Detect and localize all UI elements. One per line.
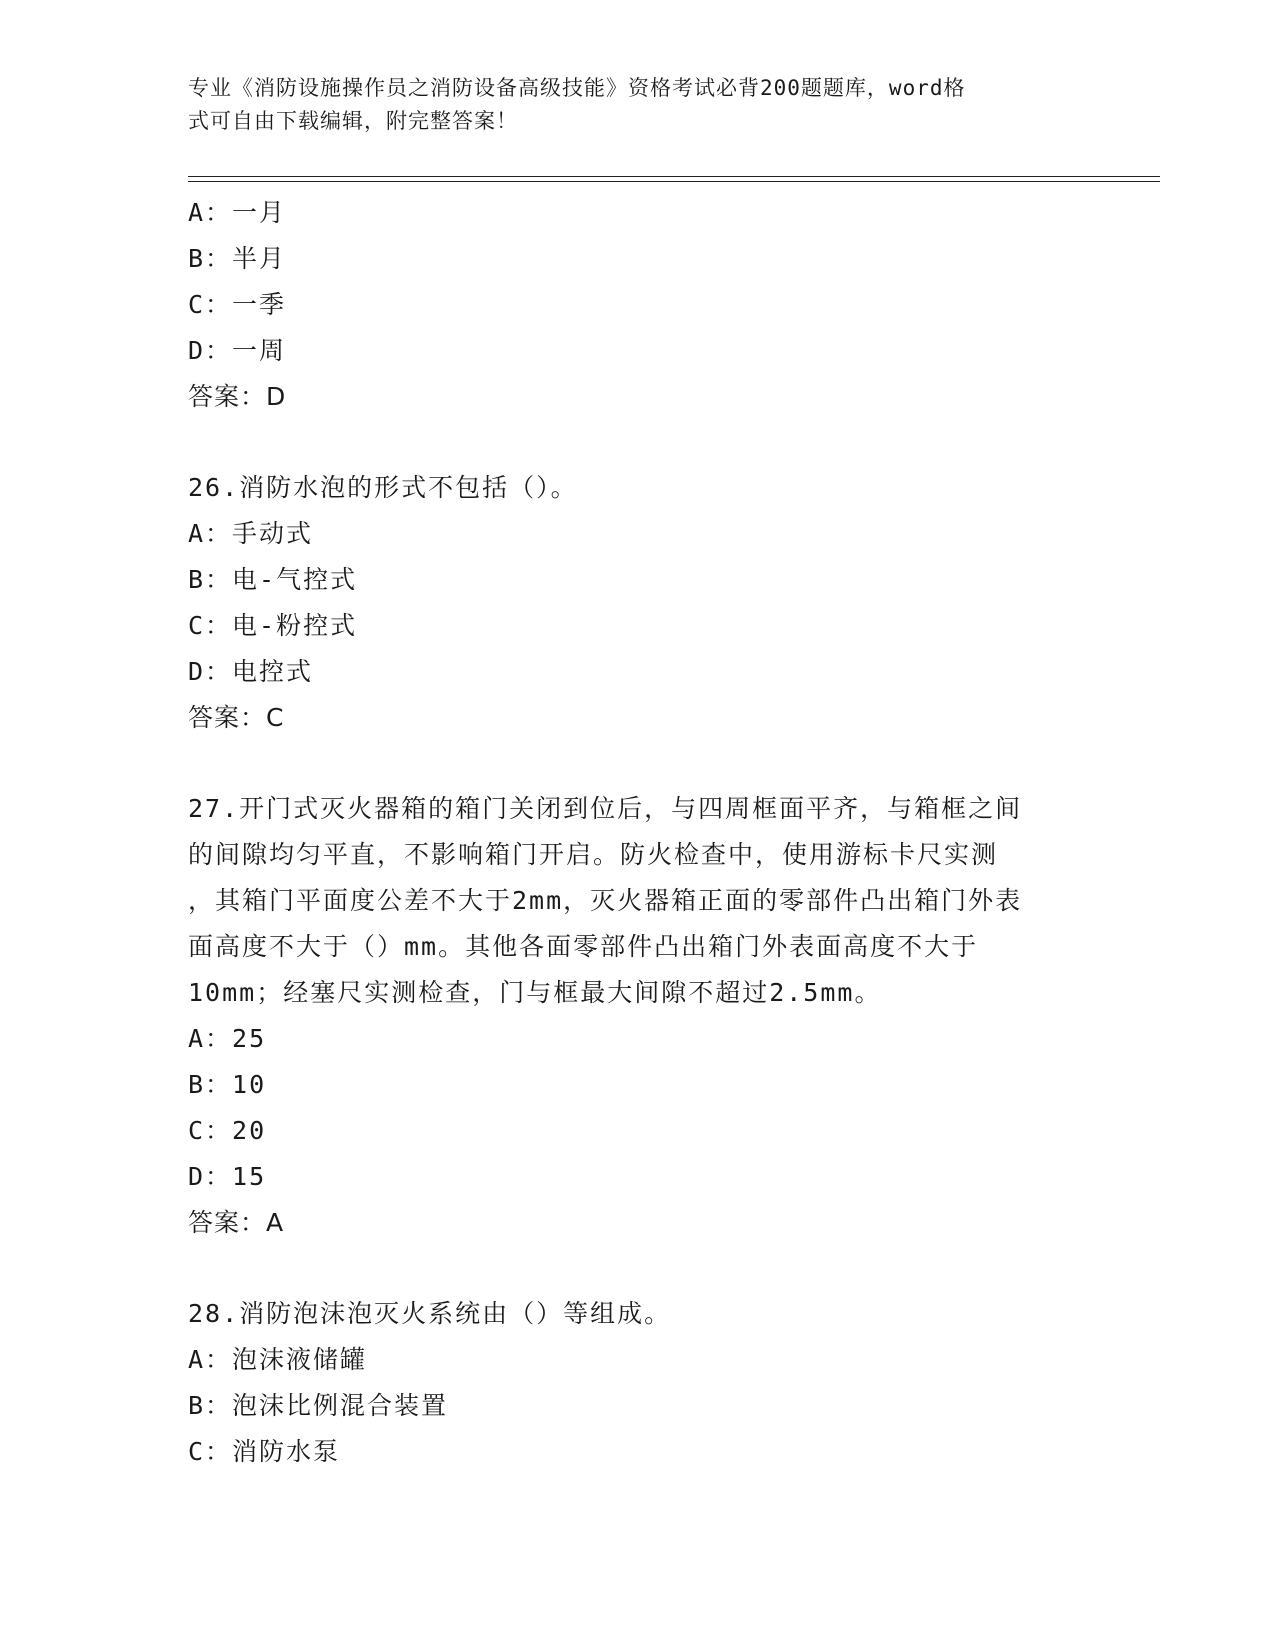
option-c: C：一季 [188,290,287,319]
option-d: D：电控式 [188,657,314,686]
question-text [188,786,1088,1016]
option-a: A：手动式 [188,519,314,548]
option-b: B：泡沫比例混合装置 [188,1391,449,1420]
option-a: A：25 [188,1024,267,1053]
question-text-line-1: 27.开门式灭火器箱的箱门关闭到位后，与四周框面平齐，与箱框之间 [188,794,1023,823]
question-text-line-3: ，其箱门平面度公差不大于2mm，灭火器箱正面的零部件凸出箱门外表 [188,886,1023,915]
question-text: 28.消防泡沫泡灭火系统由（）等组成。 [188,1299,672,1328]
answer-line: 答案：C [188,703,285,732]
question-block-25 [188,190,1088,420]
question-text-line-4: 面高度不大于（）mm。其他各面零部件凸出箱门外表面高度不大于 [188,932,979,961]
question-block-27 [188,786,1088,1246]
option-c: C：消防水泵 [188,1437,341,1466]
question-text-line-5: 10mm；经塞尺实测检查，门与框最大间隙不超过2.5mm。 [188,978,882,1007]
option-a: A：一月 [188,198,287,227]
answer-line: 答案：A [188,1208,285,1237]
option-b: B：电-气控式 [188,565,358,594]
option-b: B：半月 [188,244,287,273]
question-text: 26.消防水泡的形式不包括（）。 [188,473,578,502]
option-d: D：一周 [188,336,287,365]
question-block-28 [188,1291,1088,1475]
header-line-1: 专业《消防设施操作员之消防设备高级技能》资格考试必背200题题库，word格 [188,76,966,100]
question-list [188,190,1088,1475]
question-block-26 [188,465,1088,741]
option-a: A：泡沫液储罐 [188,1345,368,1374]
header-divider-bottom [188,181,1160,182]
option-c: C：20 [188,1116,267,1145]
header-line-2: 式可自由下载编辑，附完整答案！ [188,109,518,133]
document-header [188,72,1068,138]
spacer [188,741,1088,786]
header-divider-top [188,176,1160,177]
spacer [188,1246,1088,1291]
answer-line: 答案：D [188,382,287,411]
option-c: C：电-粉控式 [188,611,358,640]
question-text-line-2: 的间隙均匀平直，不影响箱门开启。防火检查中，使用游标卡尺实测 [188,840,999,869]
option-d: D：15 [188,1162,267,1191]
spacer [188,420,1088,465]
option-b: B：10 [188,1070,267,1099]
